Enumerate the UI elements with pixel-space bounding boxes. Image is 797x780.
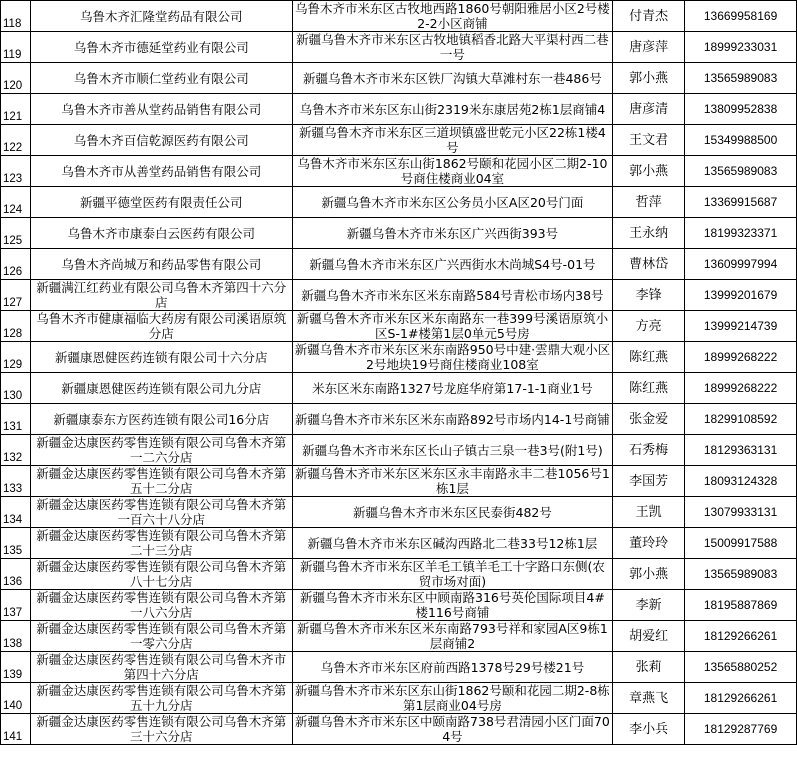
company-name: 乌鲁木齐市健康福临大药房有限公司溪语原筑分店	[30, 311, 292, 342]
table-row	[1, 528, 797, 559]
contact-person: 李国芳	[613, 466, 685, 497]
table-row	[1, 342, 797, 373]
contact-phone: 13669958169	[685, 1, 797, 32]
company-name: 乌鲁木齐市康泰白云医药有限公司	[30, 218, 292, 249]
company-name: 乌鲁木齐市顺仁堂药业有限公司	[30, 63, 292, 94]
contact-person: 郭小燕	[613, 63, 685, 94]
company-address: 新疆乌鲁木齐市米东区米东南路950号中建·雲鼎大观小区2号地块19号商住楼商业108室	[292, 342, 613, 373]
company-address: 新疆乌鲁木齐市米东区东山街1862号颐和花园二期2-8栋第1层商业04号房	[292, 683, 613, 714]
contact-person: 董玲玲	[613, 528, 685, 559]
contact-person: 王永纳	[613, 218, 685, 249]
contact-person: 郭小燕	[613, 156, 685, 187]
contact-person: 张金爱	[613, 404, 685, 435]
contact-phone: 18299108592	[685, 404, 797, 435]
table-row	[1, 63, 797, 94]
table-row	[1, 559, 797, 590]
contact-person: 胡爱红	[613, 621, 685, 652]
contact-phone: 18199323371	[685, 218, 797, 249]
row-number: 138	[1, 621, 31, 652]
company-name: 新疆金达康医药零售连锁有限公司乌鲁木齐第一零六分店	[30, 621, 292, 652]
contact-phone: 18999233031	[685, 32, 797, 63]
company-address: 乌鲁木齐市米东区古牧地西路1860号朝阳雅居小区2号楼2-2小区商铺	[292, 1, 613, 32]
table-row	[1, 714, 797, 745]
contact-phone: 18999268222	[685, 342, 797, 373]
row-number: 135	[1, 528, 31, 559]
company-name: 新疆满江红药业有限公司乌鲁木齐第四十六分店	[30, 280, 292, 311]
contact-phone: 13565989083	[685, 156, 797, 187]
company-name: 新疆金达康医药零售连锁有限公司乌鲁木齐第二十三分店	[30, 528, 292, 559]
company-name: 新疆金达康医药零售连锁有限公司乌鲁木齐第八十七分店	[30, 559, 292, 590]
row-number: 130	[1, 373, 31, 404]
contact-person: 陈红燕	[613, 373, 685, 404]
contact-phone: 15349988500	[685, 125, 797, 156]
contact-person: 付青杰	[613, 1, 685, 32]
company-address: 新疆乌鲁木齐市米东区羊毛工镇羊毛工十字路口东侧(农贸市场对面)	[292, 559, 613, 590]
contact-person: 唐彦清	[613, 94, 685, 125]
company-name: 乌鲁木齐尚城万和药品零售有限公司	[30, 249, 292, 280]
company-address: 新疆乌鲁木齐市米东区米东南路东一巷399号溪语原筑小区S-1#楼第1层0单元5号房	[292, 311, 613, 342]
table-row	[1, 187, 797, 218]
contact-person: 方亮	[613, 311, 685, 342]
contact-person: 张莉	[613, 652, 685, 683]
contact-phone: 13609997994	[685, 249, 797, 280]
company-address: 新疆乌鲁木齐市米东区古牧地镇稻香北路大平渠村西二巷一号	[292, 32, 613, 63]
company-address: 乌鲁木齐市米东区府前西路1378号29号楼21号	[292, 652, 613, 683]
company-name: 新疆平德堂医药有限责任公司	[30, 187, 292, 218]
company-name: 乌鲁木齐市德延堂药业有限公司	[30, 32, 292, 63]
contact-phone: 13079933131	[685, 497, 797, 528]
company-address: 新疆乌鲁木齐市米东区米东南路793号祥和家园A区9栋1层商铺2	[292, 621, 613, 652]
contact-person: 陈红燕	[613, 342, 685, 373]
contact-phone: 13565880252	[685, 652, 797, 683]
company-name: 新疆金达康医药零售连锁有限公司乌鲁木齐市第四十六分店	[30, 652, 292, 683]
table-row	[1, 435, 797, 466]
contact-phone: 18129363131	[685, 435, 797, 466]
table-row	[1, 652, 797, 683]
contact-person: 曹林岱	[613, 249, 685, 280]
table-row	[1, 32, 797, 63]
table-row	[1, 311, 797, 342]
company-name: 新疆金达康医药零售连锁有限公司乌鲁木齐第五十二分店	[30, 466, 292, 497]
row-number: 122	[1, 125, 31, 156]
table-row	[1, 125, 797, 156]
contact-phone: 18093124328	[685, 466, 797, 497]
contact-phone: 13565989083	[685, 63, 797, 94]
row-number: 140	[1, 683, 31, 714]
company-address: 新疆乌鲁木齐市米东区米东南路584号青松市场内38号	[292, 280, 613, 311]
row-number: 125	[1, 218, 31, 249]
contact-phone: 13999201679	[685, 280, 797, 311]
company-address: 新疆乌鲁木齐市米东区广兴西街水木尚城S4号-01号	[292, 249, 613, 280]
contact-phone: 13999214739	[685, 311, 797, 342]
table-row	[1, 621, 797, 652]
table-row	[1, 683, 797, 714]
table-row	[1, 404, 797, 435]
company-address: 新疆乌鲁木齐市米东区民泰街482号	[292, 497, 613, 528]
row-number: 141	[1, 714, 31, 745]
company-name: 新疆金达康医药零售连锁有限公司乌鲁木齐第一八六分店	[30, 590, 292, 621]
row-number: 123	[1, 156, 31, 187]
company-address: 米东区米东南路1327号龙庭华府第17-1-1商业1号	[292, 373, 613, 404]
contact-person: 李小兵	[613, 714, 685, 745]
contact-person: 王凯	[613, 497, 685, 528]
company-name: 新疆金达康医药零售连锁有限公司乌鲁木齐第三十六分店	[30, 714, 292, 745]
table-row	[1, 497, 797, 528]
company-address: 乌鲁木齐市米东区东山街1862号颐和花园小区二期2-10号商住楼商业04室	[292, 156, 613, 187]
company-address: 新疆乌鲁木齐市米东区公务员小区A区20号门面	[292, 187, 613, 218]
table-row	[1, 156, 797, 187]
contact-phone: 13565989083	[685, 559, 797, 590]
table-row	[1, 94, 797, 125]
row-number: 128	[1, 311, 31, 342]
table-body	[1, 1, 797, 745]
company-address: 新疆乌鲁木齐市米东区广兴西街393号	[292, 218, 613, 249]
table-row	[1, 466, 797, 497]
contact-person: 李新	[613, 590, 685, 621]
contact-phone: 15009917588	[685, 528, 797, 559]
contact-person: 哲萍	[613, 187, 685, 218]
contact-person: 郭小燕	[613, 559, 685, 590]
row-number: 134	[1, 497, 31, 528]
row-number: 126	[1, 249, 31, 280]
table-row	[1, 218, 797, 249]
contact-person: 石秀梅	[613, 435, 685, 466]
company-name: 新疆康泰东方医药连锁有限公司16分店	[30, 404, 292, 435]
contact-phone: 18129287769	[685, 714, 797, 745]
contact-phone: 13369915687	[685, 187, 797, 218]
row-number: 137	[1, 590, 31, 621]
contact-person: 章燕飞	[613, 683, 685, 714]
row-number: 129	[1, 342, 31, 373]
contact-person: 李锋	[613, 280, 685, 311]
row-number: 118	[1, 1, 31, 32]
table-row	[1, 590, 797, 621]
company-address: 新疆乌鲁木齐市米东区三道坝镇盛世乾元小区22栋1楼4号	[292, 125, 613, 156]
row-number: 136	[1, 559, 31, 590]
row-number: 124	[1, 187, 31, 218]
row-number: 121	[1, 94, 31, 125]
contact-phone: 18195887869	[685, 590, 797, 621]
contact-person: 唐彦萍	[613, 32, 685, 63]
table-row	[1, 373, 797, 404]
company-name: 新疆金达康医药零售连锁有限公司乌鲁木齐第五十九分店	[30, 683, 292, 714]
row-number: 120	[1, 63, 31, 94]
row-number: 139	[1, 652, 31, 683]
contact-person: 王文君	[613, 125, 685, 156]
company-name: 新疆金达康医药零售连锁有限公司乌鲁木齐第一百六十八分店	[30, 497, 292, 528]
company-name: 乌鲁木齐市从善堂药品销售有限公司	[30, 156, 292, 187]
contact-phone: 18999268222	[685, 373, 797, 404]
row-number: 119	[1, 32, 31, 63]
row-number: 133	[1, 466, 31, 497]
company-address: 新疆乌鲁木齐市米东区米东南路892号市场内14-1号商铺	[292, 404, 613, 435]
company-address: 新疆乌鲁木齐市米东区米东区永丰南路永丰二巷1056号1栋1层	[292, 466, 613, 497]
contact-phone: 18129266261	[685, 621, 797, 652]
table-row	[1, 249, 797, 280]
company-name: 新疆康恩健医药连锁有限公司十六分店	[30, 342, 292, 373]
row-number: 131	[1, 404, 31, 435]
contact-phone: 13809952838	[685, 94, 797, 125]
company-address: 新疆乌鲁木齐市米东区碱沟西路北二巷33号12栋1层	[292, 528, 613, 559]
company-address: 新疆乌鲁木齐市米东区中颐南路738号君清园小区门面704号	[292, 714, 613, 745]
table-row	[1, 280, 797, 311]
row-number: 127	[1, 280, 31, 311]
company-name: 乌鲁木齐百信乾源医药有限公司	[30, 125, 292, 156]
contact-phone: 18129266261	[685, 683, 797, 714]
company-address: 新疆乌鲁木齐市米东区中顾南路316号英伦国际项目4#楼116号商铺	[292, 590, 613, 621]
company-name: 新疆金达康医药零售连锁有限公司乌鲁木齐第一二六分店	[30, 435, 292, 466]
company-address: 乌鲁木齐市米东区东山街2319米东康居苑2栋1层商铺4	[292, 94, 613, 125]
row-number: 132	[1, 435, 31, 466]
company-name: 乌鲁木齐市善从堂药品销售有限公司	[30, 94, 292, 125]
company-address: 新疆乌鲁木齐市米东区铁厂沟镇大草滩村东一巷486号	[292, 63, 613, 94]
company-name: 乌鲁木齐汇隆堂药品有限公司	[30, 1, 292, 32]
table-row	[1, 1, 797, 32]
company-address: 新疆乌鲁木齐市米东区长山子镇古三泉一巷3号(附1号)	[292, 435, 613, 466]
company-name: 新疆康恩健医药连锁有限公司九分店	[30, 373, 292, 404]
